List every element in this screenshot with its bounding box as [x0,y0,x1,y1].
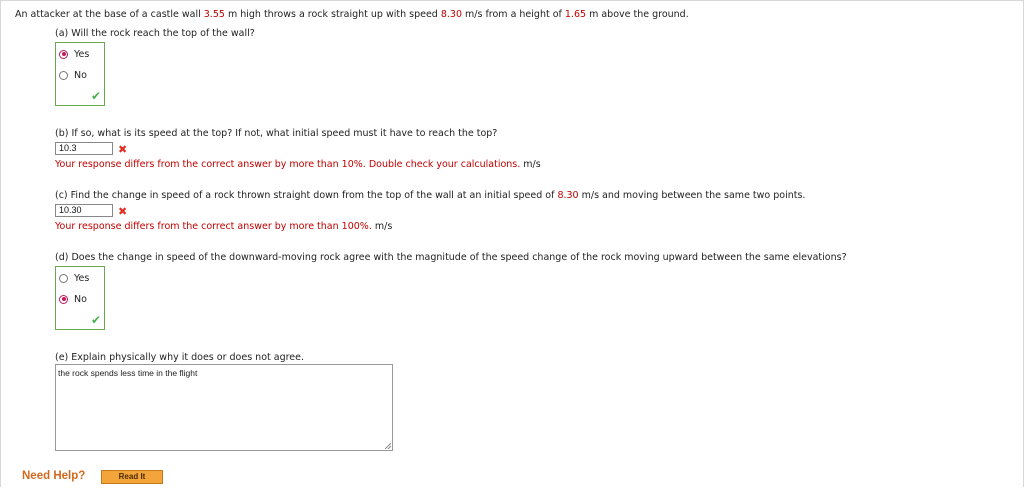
feedback-text: Your response differs from the correct answer by more than 100%. [55,221,372,232]
given-speed: 8.30 [557,190,579,201]
read-it-button[interactable]: Read It [101,470,163,484]
part-d-choices [55,266,105,330]
part-e-question: (e) Explain physically why it does or does not agree. [55,352,305,363]
textarea-value: the rock spends less time in the flight [58,368,198,378]
part-d-option-yes[interactable] [59,271,89,285]
part-e-answer-textarea[interactable] [55,364,393,451]
option-label: No [74,293,87,305]
part-c-feedback [55,221,392,232]
part-a-option-yes[interactable] [59,47,89,61]
incorrect-x-icon: ✖ [118,143,128,156]
part-b-question: (b) If so, what is its speed at the top? If not, what initial speed must it have to reach the top? [55,128,498,139]
part-d-option-no[interactable] [59,292,87,306]
part-b-answer-input[interactable]: 10.3 [55,142,113,155]
radio-selected-icon[interactable] [59,50,68,59]
option-label: Yes [74,48,90,60]
radio-icon[interactable] [59,71,68,80]
unit-label: m/s [371,221,393,232]
part-c-question [55,190,805,201]
given-launch-height: 1.65 [564,9,587,20]
option-label: Yes [74,272,90,284]
part-d-question: (d) Does the change in speed of the downward-moving rock agree with the magnitude of the speed change of the rock moving upward between the same elevations? [55,252,847,263]
correct-check-icon: ✔ [90,89,101,103]
feedback-text: Your response differs from the correct answer by more than 10%. Double check your calculations. [55,159,521,170]
part-c-text-2: m/s and moving between the same two points. [578,190,806,201]
given-speed: 8.30 [440,9,462,20]
unit-label: m/s [520,159,541,170]
given-wall-height: 3.55 [203,9,225,20]
need-help-label: Need Help? [22,470,86,482]
part-a-option-no[interactable] [59,68,87,82]
option-label: No [74,69,87,81]
problem-statement [15,9,689,20]
part-a-choices [55,42,105,106]
radio-selected-icon[interactable] [59,295,68,304]
incorrect-x-icon: ✖ [118,205,128,218]
problem-text-2: m high throws a rock straight up with speed [224,9,441,20]
correct-check-icon: ✔ [90,313,101,327]
problem-text-1: An attacker at the base of a castle wall [15,9,204,20]
resize-grip-icon[interactable] [385,443,391,449]
part-c-answer-input[interactable]: 10.30 [55,204,113,217]
part-a-question: (a) Will the rock reach the top of the wall? [55,28,255,39]
part-b-feedback [55,159,541,170]
problem-text-4: m above the ground. [586,9,689,20]
part-c-text-1: (c) Find the change in speed of a rock thrown straight down from the top of the wall at an initial speed of [55,190,558,201]
radio-icon[interactable] [59,274,68,283]
problem-text-3: m/s from a height of [462,9,565,20]
